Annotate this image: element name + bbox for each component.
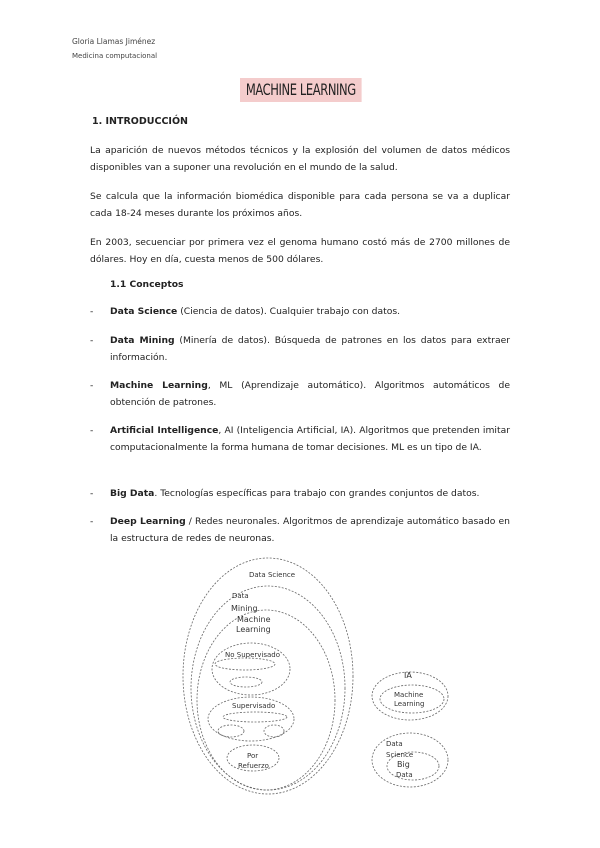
label-big: Big [397, 760, 410, 769]
label-no-supervisado: No Supervisado [225, 651, 281, 659]
list-item: - Data Science (Ciencia de datos). Cualquier trabajo con datos. [90, 306, 401, 317]
paragraph: En 2003, secuenciar por primera vez el genoma humano costó más de 2700 millones de dólares. Hoy en día, cuesta menos de 500 dólares. [90, 237, 510, 265]
label-learning: Learning [236, 625, 271, 634]
list-item: - Machine Learning, ML (Aprendizaje automático). Algoritmos automáticos de obtención de patrones. [90, 380, 510, 408]
label-por: Por [247, 752, 259, 760]
label-ds-data: Data [386, 740, 403, 748]
label-big-data: Data [396, 771, 413, 779]
subsection-heading: 1.1 Conceptos [110, 279, 184, 290]
list-item: - Deep Learning / Redes neuronales. Algoritmos de aprendizaje automático basado en la estructura de redes de neuronas. [90, 516, 510, 544]
label-supervisado: Supervisado [232, 702, 276, 710]
label-data: Data [232, 592, 249, 600]
label-machine: Machine [237, 615, 271, 624]
list-item: - Big Data. Tecnologías específicas para trabajo con grandes conjuntos de datos. [90, 488, 480, 499]
label-data-science: Data Science [249, 571, 296, 579]
paragraph: Se calcula que la información biomédica disponible para cada persona se va a duplicar cada 18-24 meses durante los próximos años. [90, 191, 510, 219]
list-item: - Data Mining (Minería de datos). Búsqueda de patrones en los datos para extraer información. [90, 335, 511, 363]
ellipse-data-science [183, 558, 353, 794]
paragraph: La aparición de nuevos métodos técnicos y la explosión del volumen de datos médicos disponibles van a suponer una revolución en el mundo de la salud. [90, 145, 510, 173]
label-ml-learning: Learning [394, 700, 425, 708]
section-heading: 1. INTRODUCCIÓN [92, 116, 188, 127]
header-author: Gloria Llamas Jiménez [72, 37, 156, 46]
label-ml-machine: Machine [394, 691, 424, 699]
label-ia: IA [404, 671, 412, 680]
label-ds-science: Science [386, 751, 414, 759]
header-subject: Medicina computacional [72, 52, 158, 60]
list-item: - Artificial Intelligence, AI (Inteligencia Artificial, IA). Algoritmos que pretenden imitar computacionalmente la forma humana de tomar decisiones. ML es un tipo de IA. [90, 425, 510, 453]
label-mining: Mining [231, 604, 258, 613]
page-title: MACHINE LEARNING [240, 78, 362, 102]
label-refuerzo: Refuerzo [238, 762, 269, 770]
